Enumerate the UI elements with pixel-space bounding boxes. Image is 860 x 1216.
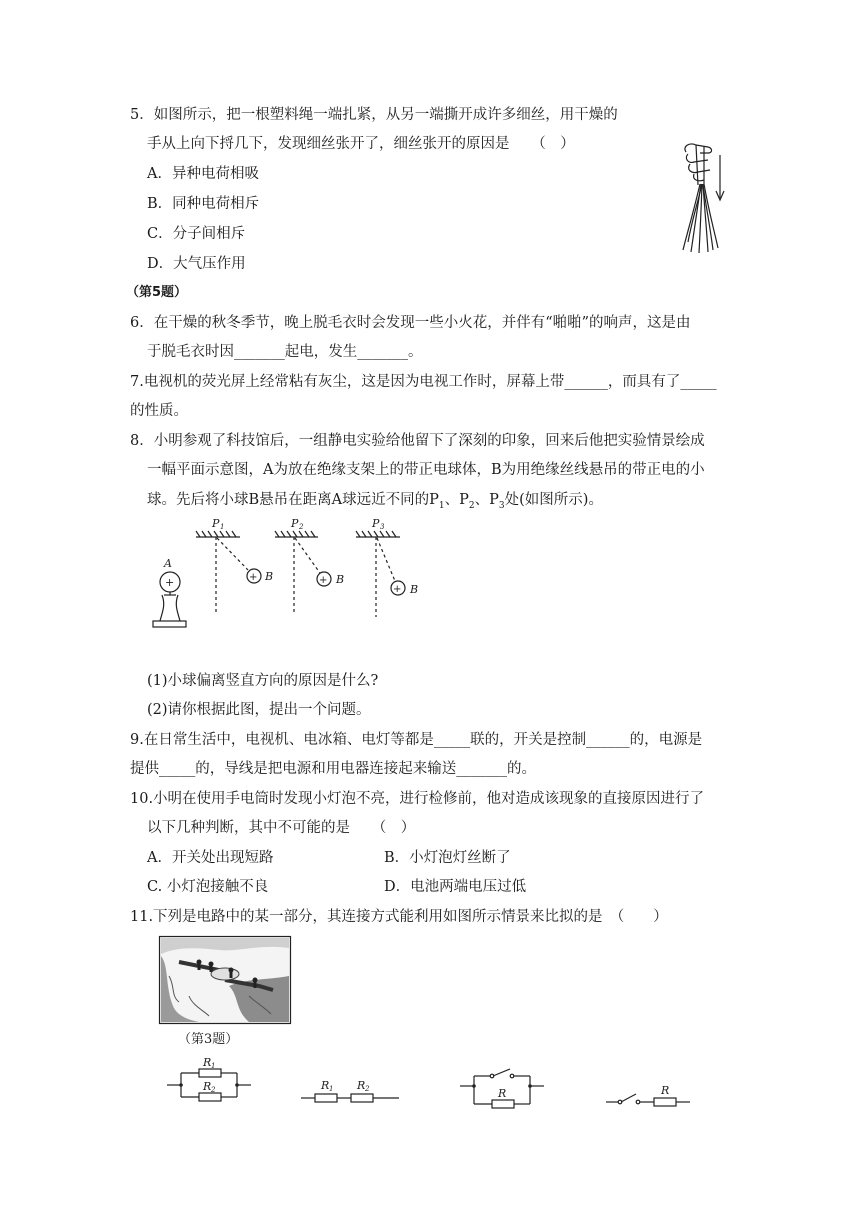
- q5-hand-strings-figure: [680, 140, 730, 255]
- q11-circuit-switch-series-r: [604, 1080, 694, 1110]
- q10-option-b: B．小灯泡灯丝断了: [384, 850, 511, 866]
- q9-stem-line2: 提供_____的，导线是把电源和用电器连接起来输送_______的。: [130, 761, 536, 777]
- q11-c4-label-r: R: [661, 1084, 670, 1097]
- q9-stem-line1: 9.在日常生活中，电视机、电冰箱、电灯等都是_____联的，开关是控制______的，电源是: [130, 732, 703, 748]
- q7-stem-line1: 7.电视机的荧光屏上经常粘有灰尘，这是因为电视工作时，屏幕上带______，而具有了_____: [130, 374, 717, 390]
- q8-fig-plus-b3: +: [393, 584, 402, 595]
- q11-c1-sub-1: 1: [211, 1062, 216, 1070]
- q11-c2-sub-1: 1: [329, 1085, 334, 1093]
- q11-c2-label-r2: R: [357, 1079, 366, 1092]
- q11-bridge-scene-image: [159, 936, 291, 1026]
- q8-fig-plus-a: +: [165, 576, 175, 589]
- q5-option-d: D．大气压作用: [147, 256, 246, 272]
- q10-option-a: A．开关处出现短路: [147, 850, 274, 866]
- q10-option-d: D．电池两端电压过低: [384, 879, 527, 895]
- q6-stem-line1: 6．在干燥的秋冬季节，晚上脱毛衣时会发现一些小火花，并伴有“啪啪”的响声，这是由: [130, 315, 691, 331]
- q5-caption: （第5题）: [126, 285, 188, 300]
- q10-stem-line1: 10.小明在使用手电筒时发现小灯泡不亮，进行检修前，他对造成该现象的直接原因进行了: [130, 791, 705, 807]
- q8-fig-label-p1: P: [212, 517, 220, 530]
- q8-stem-line2: 一幅平面示意图，A为放在绝缘支架上的带正电球体，B为用绝缘丝线悬吊的带正电的小: [147, 462, 705, 478]
- q5-option-c: C．分子间相斥: [147, 226, 246, 242]
- q11-figure-caption: （第3题）: [178, 1032, 239, 1047]
- q11-c3-label-r: R: [498, 1087, 507, 1100]
- q11-c2-label-r1: R: [321, 1079, 330, 1092]
- q5-stem-line1: 5．如图所示，把一根塑料绳一端扎紧，从另一端撕开成许多细丝，用干燥的: [130, 107, 618, 123]
- q8-fig-plus-b1: +: [249, 572, 258, 583]
- q8-fig-label-p3: P: [372, 517, 380, 530]
- q7-stem-line2: 的性质。: [130, 403, 188, 419]
- q5-stem-line2: 手从上向下捋几下，发现细丝张开了，细丝张开的原因是 （ ）: [147, 136, 575, 152]
- q8-fig-label-p2: P: [291, 517, 299, 530]
- q8-electrostatic-figure: [150, 515, 440, 635]
- q8-fig-sub-p2: 2: [299, 523, 304, 531]
- q8-fig-plus-b2: +: [319, 575, 328, 586]
- q11-c1-sub-2: 2: [211, 1086, 216, 1094]
- q11-c2-sub-2: 2: [365, 1085, 370, 1093]
- q8-fig-label-b3: B: [410, 583, 419, 596]
- q8-fig-label-b2: B: [336, 573, 345, 586]
- q8-fig-sub-p3: 3: [380, 523, 385, 531]
- q11-stem-line1: 11.下列是电路中的某一部分，其连接方式能利用如图所示情景来比拟的是 （ ）: [130, 909, 668, 925]
- q8-fig-sub-p1: 1: [220, 523, 225, 531]
- q5-option-b: B．同种电荷相斥: [147, 196, 260, 212]
- q11-circuit-series-r1-r2: [299, 1078, 401, 1108]
- q10-stem-line2: 以下几种判断，其中不可能的是 （ ）: [147, 820, 416, 836]
- q5-option-a: A．异种电荷相吸: [147, 166, 259, 182]
- q8-sub-question-1: (1)小球偏离竖直方向的原因是什么?: [147, 673, 379, 689]
- q8-fig-label-b1: B: [265, 570, 274, 583]
- q11-circuit-parallel-r1-r2: [165, 1057, 255, 1107]
- q11-circuit-switch-parallel-r: [458, 1072, 548, 1112]
- q6-stem-line2: 于脱毛衣时因_______起电，发生_______。: [147, 344, 423, 360]
- q8-stem-line1: 8．小明参观了科技馆后，一组静电实验给他留下了深刻的印象，回来后他把实验情景绘成: [130, 433, 705, 449]
- q8-sub-question-2: (2)请你根据此图，提出一个问题。: [147, 702, 371, 718]
- q8-stem-line3: 球。先后将小球B悬吊在距离A球远近不同的$P_1$、$P_2$、$P_3$处(如图所示)。: [147, 492, 603, 511]
- q11-c1-label-r2: R: [203, 1080, 212, 1093]
- q8-fig-label-a: A: [164, 557, 172, 570]
- q11-c1-label-r1: R: [203, 1056, 212, 1069]
- q10-option-c: C. 小灯泡接触不良: [147, 879, 269, 895]
